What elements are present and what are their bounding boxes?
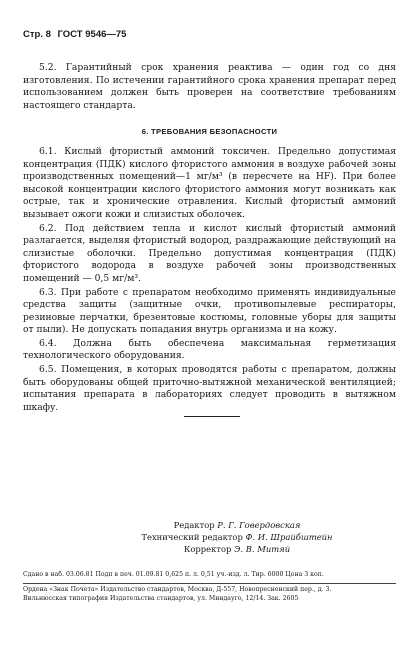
section-title: 6. ТРЕБОВАНИЯ БЕЗОПАСНОСТИ: [141, 127, 278, 137]
tech-editor-row: [117, 531, 357, 543]
editors-block: [117, 519, 357, 555]
corrector-name: Э. В. Митяй: [234, 544, 291, 554]
paragraph-6-3: 6.3. При работе с препаратом необходимо применять индивидуальные средства защиты (защитные очки, противопылевые респираторы, резиновые перчатки, брезентовые костюмы, головные уборы для защиты от пыли). Не допускать попадания внутрь организма и на кожу.: [23, 286, 396, 336]
corrector-row: [117, 543, 357, 555]
document-body: [23, 62, 396, 414]
tech-editor-name: Ф. И. Шрайбштейн: [245, 532, 333, 542]
editor-label: Редактор: [173, 520, 215, 530]
imprint-line-1: Сдано в наб. 03.06.81 Подп в печ. 01.09.81 0,625 п. л. 0,51 уч.-изд. л. Тир. 6000 Цена 3 коп.: [23, 571, 324, 578]
tech-editor-label: Технический редактор: [141, 532, 243, 542]
page-number: Стр. 8: [23, 29, 51, 40]
paragraph-6-2: 6.2. Под действием тепла и кислот кислый фтористый аммоний разлагается, выделяя фтористый водород, раздражающие действующий на слизистые оболочки. Предельно допустимая концентрация (ПДК) фтористого водорода в воздухе рабочей зоны производственных помещений — 0,5 мг/м³.: [23, 222, 396, 284]
paragraph-6-5: 6.5. Помещения, в которых проводятся работы с препаратом, должны быть оборудованы общей приточно-вытяжной механической вентиляцией; испытания препарата в лабораториях следует проводить в вытяжном шкафу.: [23, 364, 396, 413]
corrector-label: Корректор: [183, 544, 232, 554]
page-header: [23, 29, 126, 40]
paragraph-5-2: 5.2. Гарантийный срок хранения реактива — один год со дня изготовления. По истечении гарантийного срока хранения препарат перед использованием должен быть проверен на соответствие требованиям настоящего стандарта.: [23, 62, 396, 111]
imprint-line-3: Вильнюсская типография Издательства стандартов, ул. Миндауго, 12/14. Зак. 2605: [23, 595, 299, 602]
editor-row: [117, 519, 357, 531]
imprint-line-2: Ордена «Знак Почета» Издательство стандартов, Москва, Д-557, Новопресненский пер., д. 3.: [23, 586, 332, 593]
imprint-block: [23, 570, 396, 603]
end-divider: [184, 416, 240, 417]
editor-name: Р. Г. Говердовская: [217, 520, 301, 530]
paragraph-6-1: 6.1. Кислый фтористый аммоний токсичен. Предельно допустимая концентрация (ПДК) кислого фтористого аммония в воздухе рабочей зоны производственных помещений—1 мг/м³ (в пересчете на HF). При более высокой концентрации кислого фтористого аммония могут возникать как острые, так и хронические отравления. Кислый фтористый аммоний вызывает ожоги кожи и слизистых оболочек.: [23, 145, 396, 220]
paragraph-6-4: 6.4. Должна быть обеспечена максимальная герметизация технологического оборудования.: [23, 337, 396, 362]
gost-number: ГОСТ 9546—75: [57, 29, 127, 40]
